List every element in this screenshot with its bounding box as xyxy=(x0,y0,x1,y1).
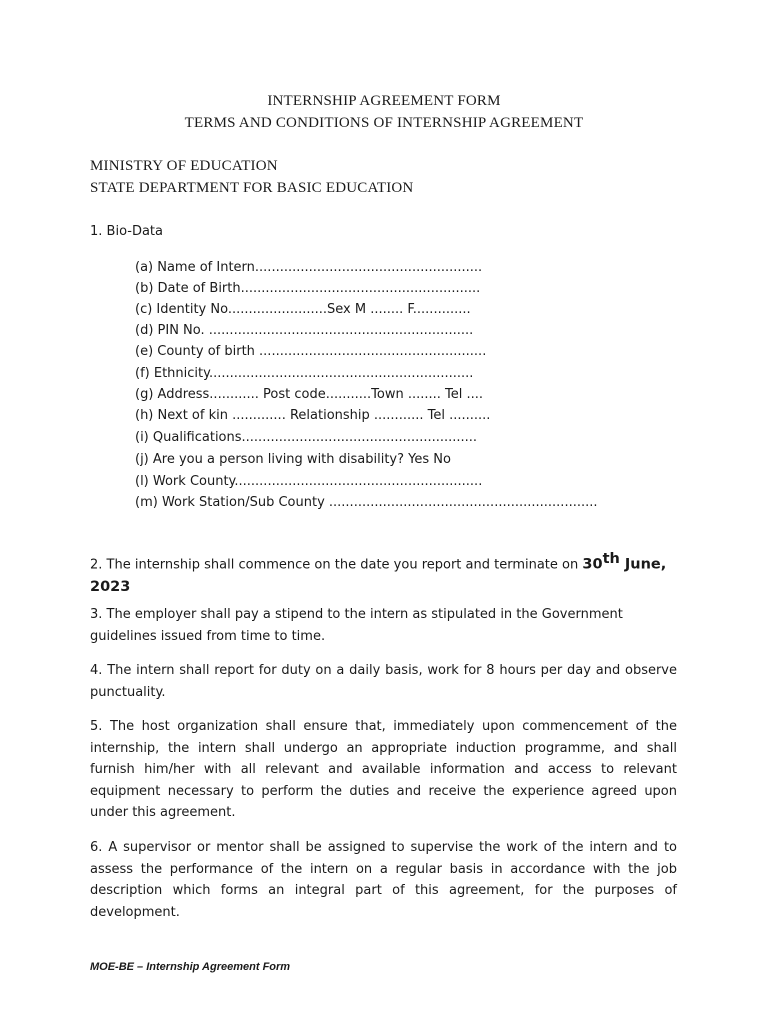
clause-2-text: 2. The internship shall commence on the date you report and terminate on xyxy=(90,557,583,573)
clause-2-day: 30 xyxy=(582,556,603,573)
clause-4: 4. The intern shall report for duty on a daily basis, work for 8 hours per day and observe punctuality. xyxy=(90,663,677,700)
biodata-heading: 1. Bio-Data xyxy=(90,224,163,239)
form-title: INTERNSHIP AGREEMENT FORM xyxy=(267,93,501,109)
clause-2 xyxy=(90,548,690,599)
clause-6: 6. A supervisor or mentor shall be assigned to supervise the work of the intern and to assess the performance of the intern on a regular basis in accordance with the job description which forms an integral part of this agreement, for the purposes of development. xyxy=(90,840,677,920)
biodata-item-dob: (b) Date of Birth.......................................................... xyxy=(135,281,481,296)
department-heading: STATE DEPARTMENT FOR BASIC EDUCATION xyxy=(90,180,414,196)
biodata-item-ethnicity: (f) Ethnicity................................................................ xyxy=(135,366,474,381)
clause-5: 5. The host organization shall ensure that, immediately upon commencement of the internship, the intern shall undergo an appropriate induction programme, and shall furnish him/her with all relevant and available information and access to relevant equipment necessary to perform the duties and receive the experience agreed upon under this agreement. xyxy=(90,719,677,820)
biodata-item-work-station: (m) Work Station/Sub County ................................................................. xyxy=(135,495,598,510)
biodata-item-next-of-kin: (h) Next of kin ............. Relationship ............ Tel .......... xyxy=(135,408,491,423)
biodata-item-pin: (d) PIN No. ................................................................ xyxy=(135,323,474,338)
page-footer: MOE-BE – Internship Agreement Form xyxy=(90,961,291,973)
biodata-item-address: (g) Address............ Post code...........Town ........ Tel .... xyxy=(135,387,484,402)
ministry-heading: MINISTRY OF EDUCATION xyxy=(90,158,278,174)
clause-3: 3. The employer shall pay a stipend to the intern as stipulated in the Government guidelines issued from time to time. xyxy=(90,607,623,644)
clause-2-sup: th xyxy=(602,551,620,567)
biodata-item-qualifications: (i) Qualifications......................................................... xyxy=(135,430,478,445)
biodata-item-name: (a) Name of Intern....................................................... xyxy=(135,260,483,275)
biodata-item-county-birth: (e) County of birth ....................................................... xyxy=(135,344,487,359)
biodata-item-disability: (j) Are you a person living with disability? Yes No xyxy=(135,452,451,467)
form-subtitle: TERMS AND CONDITIONS OF INTERNSHIP AGREEMENT xyxy=(184,115,584,131)
biodata-item-work-county: (l) Work County............................................................ xyxy=(135,474,483,489)
clause-2-year: 2023 xyxy=(90,579,131,596)
biodata-item-identity: (c) Identity No........................Sex M ........ F.............. xyxy=(135,302,471,317)
clause-2-month: June, xyxy=(619,556,667,573)
